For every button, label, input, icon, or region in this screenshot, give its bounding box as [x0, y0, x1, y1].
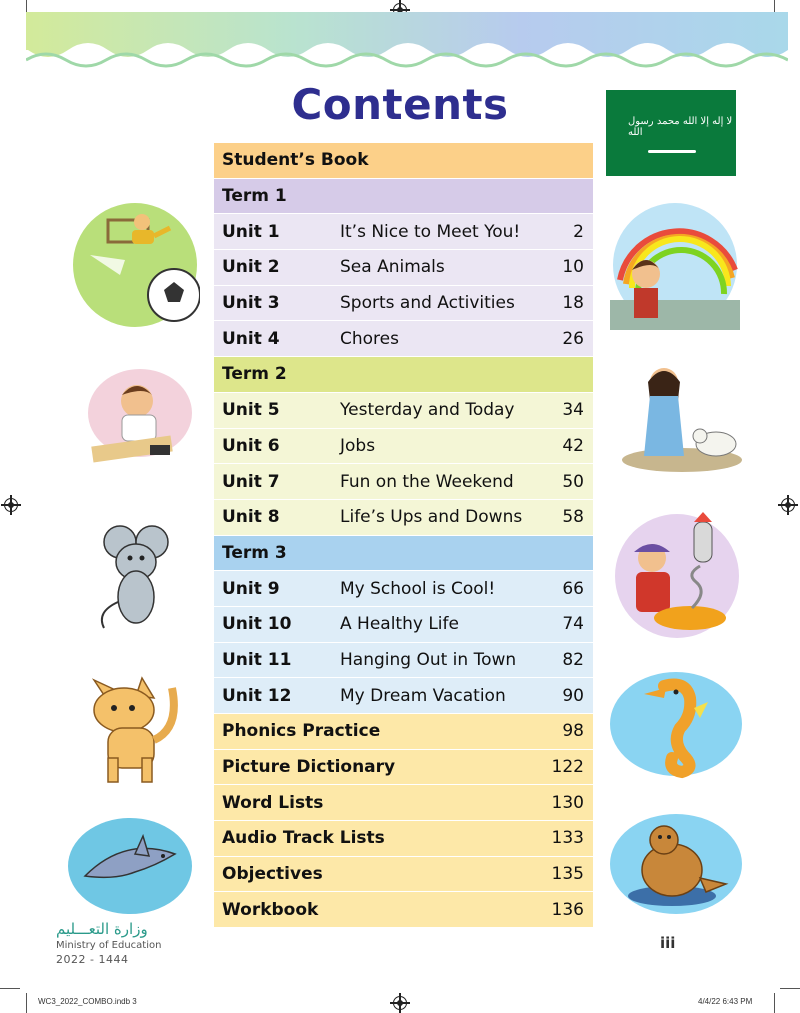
unit-row — [214, 286, 593, 322]
writing-boy-illustration — [82, 363, 197, 478]
page-title: Contents — [291, 80, 509, 129]
crop-mark — [26, 993, 27, 1013]
section-header: Student’s Book — [222, 150, 369, 171]
unit-number: Unit 2 — [222, 257, 280, 278]
unit-row — [214, 678, 593, 714]
unit-page: 42 — [562, 435, 584, 456]
unit-row — [214, 643, 593, 679]
unit-row — [214, 214, 593, 250]
ministry-logo — [56, 920, 161, 966]
girl-with-sheep-illustration — [620, 360, 745, 475]
rainbow-girl-illustration — [610, 200, 740, 330]
extra-title: Word Lists — [222, 792, 324, 813]
unit-number: Unit 11 — [222, 649, 292, 670]
flag-shahada: لا إله إلا الله محمد رسول الله — [628, 116, 733, 138]
edition-year: 2022 - 1444 — [56, 953, 129, 966]
unit-title: Sea Animals — [340, 257, 445, 278]
unit-number: Unit 5 — [222, 400, 280, 421]
seal-illustration — [606, 812, 746, 917]
unit-page: 90 — [562, 685, 584, 706]
page-number: iii — [660, 934, 676, 952]
unit-page: 26 — [562, 328, 584, 349]
unit-row — [214, 607, 593, 643]
extra-title: Phonics Practice — [222, 721, 381, 742]
ministry-arabic-name: وزارة التعـــليم — [56, 920, 148, 938]
unit-page: 82 — [562, 649, 584, 670]
extra-title: Picture Dictionary — [222, 757, 396, 778]
unit-number: Unit 4 — [222, 328, 280, 349]
unit-title: A Healthy Life — [340, 614, 459, 635]
unit-title: My Dream Vacation — [340, 685, 506, 706]
extra-title: Audio Track Lists — [222, 828, 385, 849]
extra-title: Workbook — [222, 899, 319, 920]
extra-page: 135 — [551, 864, 584, 885]
contents-table — [214, 143, 593, 928]
registration-mark-icon — [781, 498, 795, 512]
term-label: Term 2 — [222, 364, 287, 385]
saudi-flag-icon — [606, 90, 736, 176]
extra-page: 133 — [551, 828, 584, 849]
unit-number: Unit 12 — [222, 685, 292, 706]
soccer-boy-illustration — [70, 200, 200, 330]
unit-number: Unit 6 — [222, 435, 280, 456]
wave-banner — [26, 12, 788, 72]
extra-page: 130 — [551, 792, 584, 813]
extra-row — [214, 750, 593, 786]
unit-row — [214, 393, 593, 429]
crop-mark — [774, 993, 775, 1013]
unit-title: My School is Cool! — [340, 578, 496, 599]
term-row — [214, 357, 593, 393]
unit-title: Chores — [340, 328, 399, 349]
unit-number: Unit 7 — [222, 471, 280, 492]
term-label: Term 1 — [222, 186, 287, 207]
dolphin-illustration — [65, 816, 195, 916]
extra-page: 136 — [551, 899, 584, 920]
term-label: Term 3 — [222, 542, 287, 563]
unit-page: 10 — [562, 257, 584, 278]
unit-page: 58 — [562, 507, 584, 528]
extra-page: 122 — [551, 757, 584, 778]
term-row — [214, 536, 593, 572]
unit-page: 18 — [562, 293, 584, 314]
extra-row — [214, 785, 593, 821]
sword-icon — [648, 150, 696, 153]
extra-row — [214, 714, 593, 750]
unit-row — [214, 250, 593, 286]
mouse-illustration — [90, 522, 180, 632]
unit-number: Unit 10 — [222, 614, 292, 635]
unit-title: Jobs — [340, 435, 376, 456]
unit-title: Yesterday and Today — [340, 400, 515, 421]
crop-mark — [780, 988, 800, 989]
ministry-english-name: Ministry of Education — [56, 940, 162, 951]
extra-page: 98 — [562, 721, 584, 742]
section-header-row — [214, 143, 593, 179]
registration-mark-icon — [4, 498, 18, 512]
unit-row — [214, 321, 593, 357]
unit-page: 34 — [562, 400, 584, 421]
extra-row — [214, 892, 593, 928]
extra-row — [214, 821, 593, 857]
unit-page: 50 — [562, 471, 584, 492]
registration-mark-icon — [393, 996, 407, 1010]
slug-file: WC3_2022_COMBO.indb 3 — [38, 997, 137, 1006]
unit-title: Life’s Ups and Downs — [340, 507, 523, 528]
unit-row — [214, 571, 593, 607]
unit-number: Unit 8 — [222, 507, 280, 528]
seahorse-illustration — [604, 668, 744, 783]
extra-row — [214, 857, 593, 893]
unit-number: Unit 3 — [222, 293, 280, 314]
unit-row — [214, 429, 593, 465]
cat-illustration — [84, 668, 184, 786]
unit-title: Fun on the Weekend — [340, 471, 514, 492]
unit-number: Unit 1 — [222, 221, 280, 242]
unit-page: 74 — [562, 614, 584, 635]
rocket-boy-illustration — [612, 512, 742, 640]
unit-number: Unit 9 — [222, 578, 280, 599]
extra-title: Objectives — [222, 864, 323, 885]
unit-title: Hanging Out in Town — [340, 649, 517, 670]
unit-row — [214, 500, 593, 536]
unit-page: 2 — [573, 221, 584, 242]
slug-date: 4/4/22 6:43 PM — [698, 997, 753, 1006]
term-row — [214, 179, 593, 215]
unit-page: 66 — [562, 578, 584, 599]
crop-mark — [0, 988, 20, 989]
unit-title: Sports and Activities — [340, 293, 515, 314]
unit-title: It’s Nice to Meet You! — [340, 221, 521, 242]
unit-row — [214, 464, 593, 500]
